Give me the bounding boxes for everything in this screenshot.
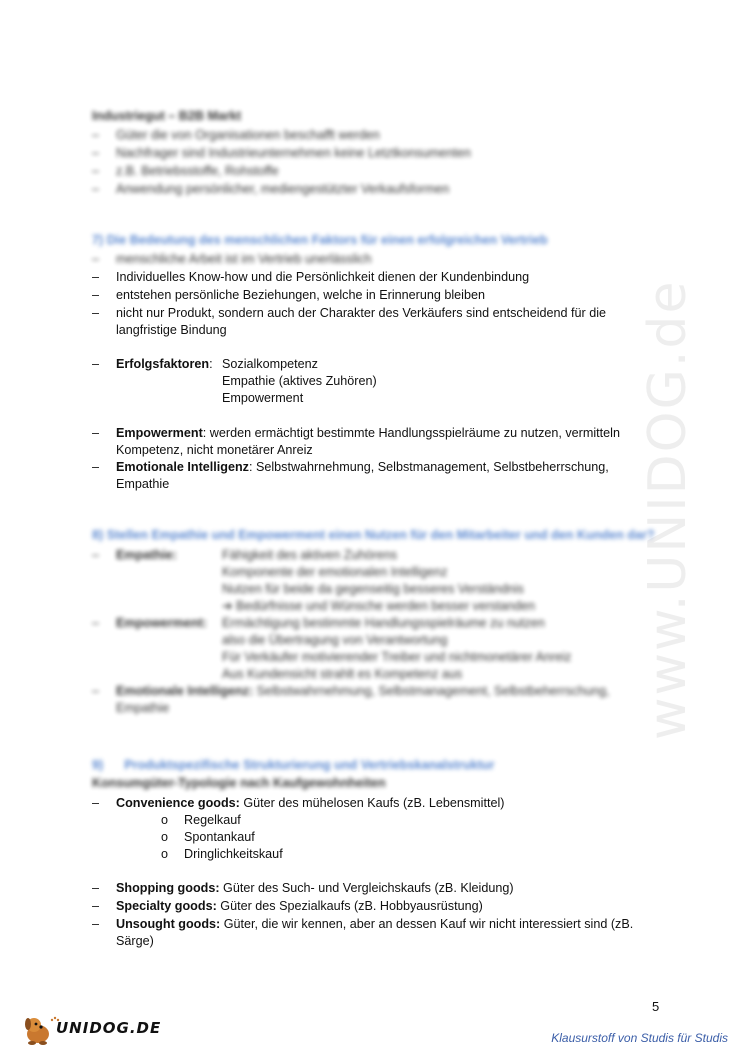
- footer-slogan: Klausurstoff von Studis für Studis: [551, 1031, 728, 1045]
- circle-bullet: o: [161, 830, 169, 844]
- sec9-heading: 9) Produktspezifische Strukturierung und Vertriebskanalstruktur: [92, 758, 495, 772]
- sec7-item: Individuelles Know-how und die Persönlichkeit dienen der Kundenbindung: [116, 270, 530, 284]
- sec8-ei-label: Emotionale Intelligenz:: [116, 684, 254, 698]
- sec8-empowerment-label: Empowerment:: [116, 616, 207, 630]
- convenience-text: Güter des mühelosen Kaufs (zB. Lebensmittel): [239, 796, 505, 810]
- sub-item: Regelkauf: [184, 813, 241, 827]
- dash: –: [92, 128, 100, 142]
- sec8-empowerment-line: Ermächtigung bestimmte Handlungsspielräume zu nutzen: [222, 616, 545, 630]
- sec8-ei-line: [116, 683, 636, 700]
- dash: –: [92, 616, 100, 630]
- sec7-heading: 7) Die Bedeutung des menschlichen Faktors für einen erfolgreichen Vertrieb: [92, 233, 548, 247]
- sec8-empowerment-line: Für Verkäufer motivierender Treiber und nichtmonetärer Anreiz: [222, 650, 572, 664]
- unsought-label: Unsought goods:: [116, 917, 221, 931]
- sec7-item: entstehen persönliche Beziehungen, welche in Erinnerung bleiben: [116, 288, 485, 302]
- erfolg-value: Empowerment: [222, 391, 304, 405]
- page-number: 5: [652, 999, 660, 1014]
- erfolg-value: Empathie (aktives Zuhören): [222, 374, 377, 388]
- sec8-heading: 8) Stellen Empathie und Empowerment einen Nutzen für den Mitarbeiter und den Kunden dar?: [92, 528, 655, 542]
- sec9-subheading: Konsumgüter-Typologie nach Kaufgewohnheiten: [92, 776, 386, 790]
- dash: –: [92, 548, 100, 562]
- convenience-line: [116, 795, 636, 812]
- erfolg-label: Erfolgsfaktoren: [116, 357, 210, 371]
- dash: –: [92, 796, 100, 810]
- sec8-ei-cont: Empathie: [116, 701, 170, 715]
- ei-label: Emotionale Intelligenz: [116, 460, 249, 474]
- ei-cont: Empathie: [116, 477, 170, 491]
- convenience-label: Convenience goods:: [116, 796, 240, 810]
- dash: –: [92, 881, 100, 895]
- dash: –: [92, 306, 100, 320]
- shopping-line: [116, 880, 636, 897]
- specialty-line: [116, 898, 636, 915]
- dash: –: [92, 288, 100, 302]
- erfolg-colon: :: [209, 357, 213, 371]
- dash: –: [92, 270, 100, 284]
- erfolg-label-line: [116, 356, 636, 373]
- sub-item: Dringlichkeitskauf: [184, 847, 283, 861]
- dash: –: [92, 146, 100, 160]
- industry-item: Güter die von Organisationen beschafft werden: [116, 128, 380, 142]
- dash: –: [92, 684, 100, 698]
- specialty-text: Güter des Spezialkaufs (zB. Hobbyausrüstung): [216, 899, 483, 913]
- sub-item: Spontankauf: [184, 830, 255, 844]
- dash: –: [92, 426, 100, 440]
- industry-item: Nachfrager sind Industrieunternehmen keine Letztkonsumenten: [116, 146, 471, 160]
- watermark-text: www.UNIDOG.de: [638, 279, 698, 740]
- sec8-empathie-line: Nutzen für beide da gegenseitig besseres Verständnis: [222, 582, 524, 596]
- erfolg-value: Sozialkompetenz: [222, 357, 318, 371]
- specialty-label: Specialty goods:: [116, 899, 217, 913]
- dash: –: [92, 182, 100, 196]
- dash: –: [92, 357, 100, 371]
- circle-bullet: o: [161, 813, 169, 827]
- dash: –: [92, 460, 100, 474]
- shopping-label: Shopping goods:: [116, 881, 220, 895]
- unsought-line: [116, 916, 636, 933]
- sec8-empathie-line: Fähigkeit des aktiven Zuhörens: [222, 548, 398, 562]
- empowerment-cont: Kompetenz, nicht monetärer Anreiz: [116, 443, 313, 457]
- shopping-text: Güter des Such- und Vergleichskaufs (zB. Kleidung): [219, 881, 514, 895]
- dash: –: [92, 899, 100, 913]
- sec8-empathie-label: Empathie:: [116, 548, 177, 562]
- unsought-text: Güter, die wir kennen, aber an dessen Kauf wir nicht interessiert sind (zB.: [220, 917, 634, 931]
- sec7-first-item: menschliche Arbeit ist im Vertrieb unerlässlich: [116, 252, 372, 266]
- empowerment-label: Empowerment: [116, 426, 203, 440]
- circle-bullet: o: [161, 847, 169, 861]
- unsought-cont: Särge): [116, 934, 154, 948]
- dash: –: [92, 917, 100, 931]
- sec8-empathie-line: ➔ Bedürfnisse und Wünsche werden besser verstanden: [222, 599, 535, 613]
- empowerment-text: : werden ermächtigt bestimmte Handlungsspielräume zu nutzen, vermitteln: [202, 426, 620, 440]
- industry-item: z.B. Betriebsstoffe, Rohstoffe: [116, 164, 279, 178]
- empowerment-line: [116, 425, 636, 442]
- sec8-empowerment-line: Aus Kundensicht strahlt es Kompetenz aus: [222, 667, 463, 681]
- ei-text: : Selbstwahrnehmung, Selbstmanagement, Selbstbeherrschung,: [248, 460, 609, 474]
- dash: –: [92, 252, 100, 266]
- dash: –: [92, 164, 100, 178]
- logo-text: UNIDOG.DE: [56, 1019, 162, 1037]
- sec7-item-cont: langfristige Bindung: [116, 323, 227, 337]
- sec8-empathie-line: Komponente der emotionalen Intelligenz: [222, 565, 448, 579]
- industry-item: Anwendung persönlicher, mediengestützter Verkaufsformen: [116, 182, 450, 196]
- sec8-ei-text: Selbstwahrnehmung, Selbstmanagement, Selbstbeherrschung,: [256, 684, 610, 698]
- sec7-item: nicht nur Produkt, sondern auch der Charakter des Verkäufers sind entscheidend für die: [116, 306, 607, 320]
- ei-line: [116, 459, 636, 476]
- industry-heading: Industriegut – B2B Markt: [92, 109, 242, 123]
- sec8-empowerment-line: also die Übertragung von Verantwortung: [222, 633, 448, 647]
